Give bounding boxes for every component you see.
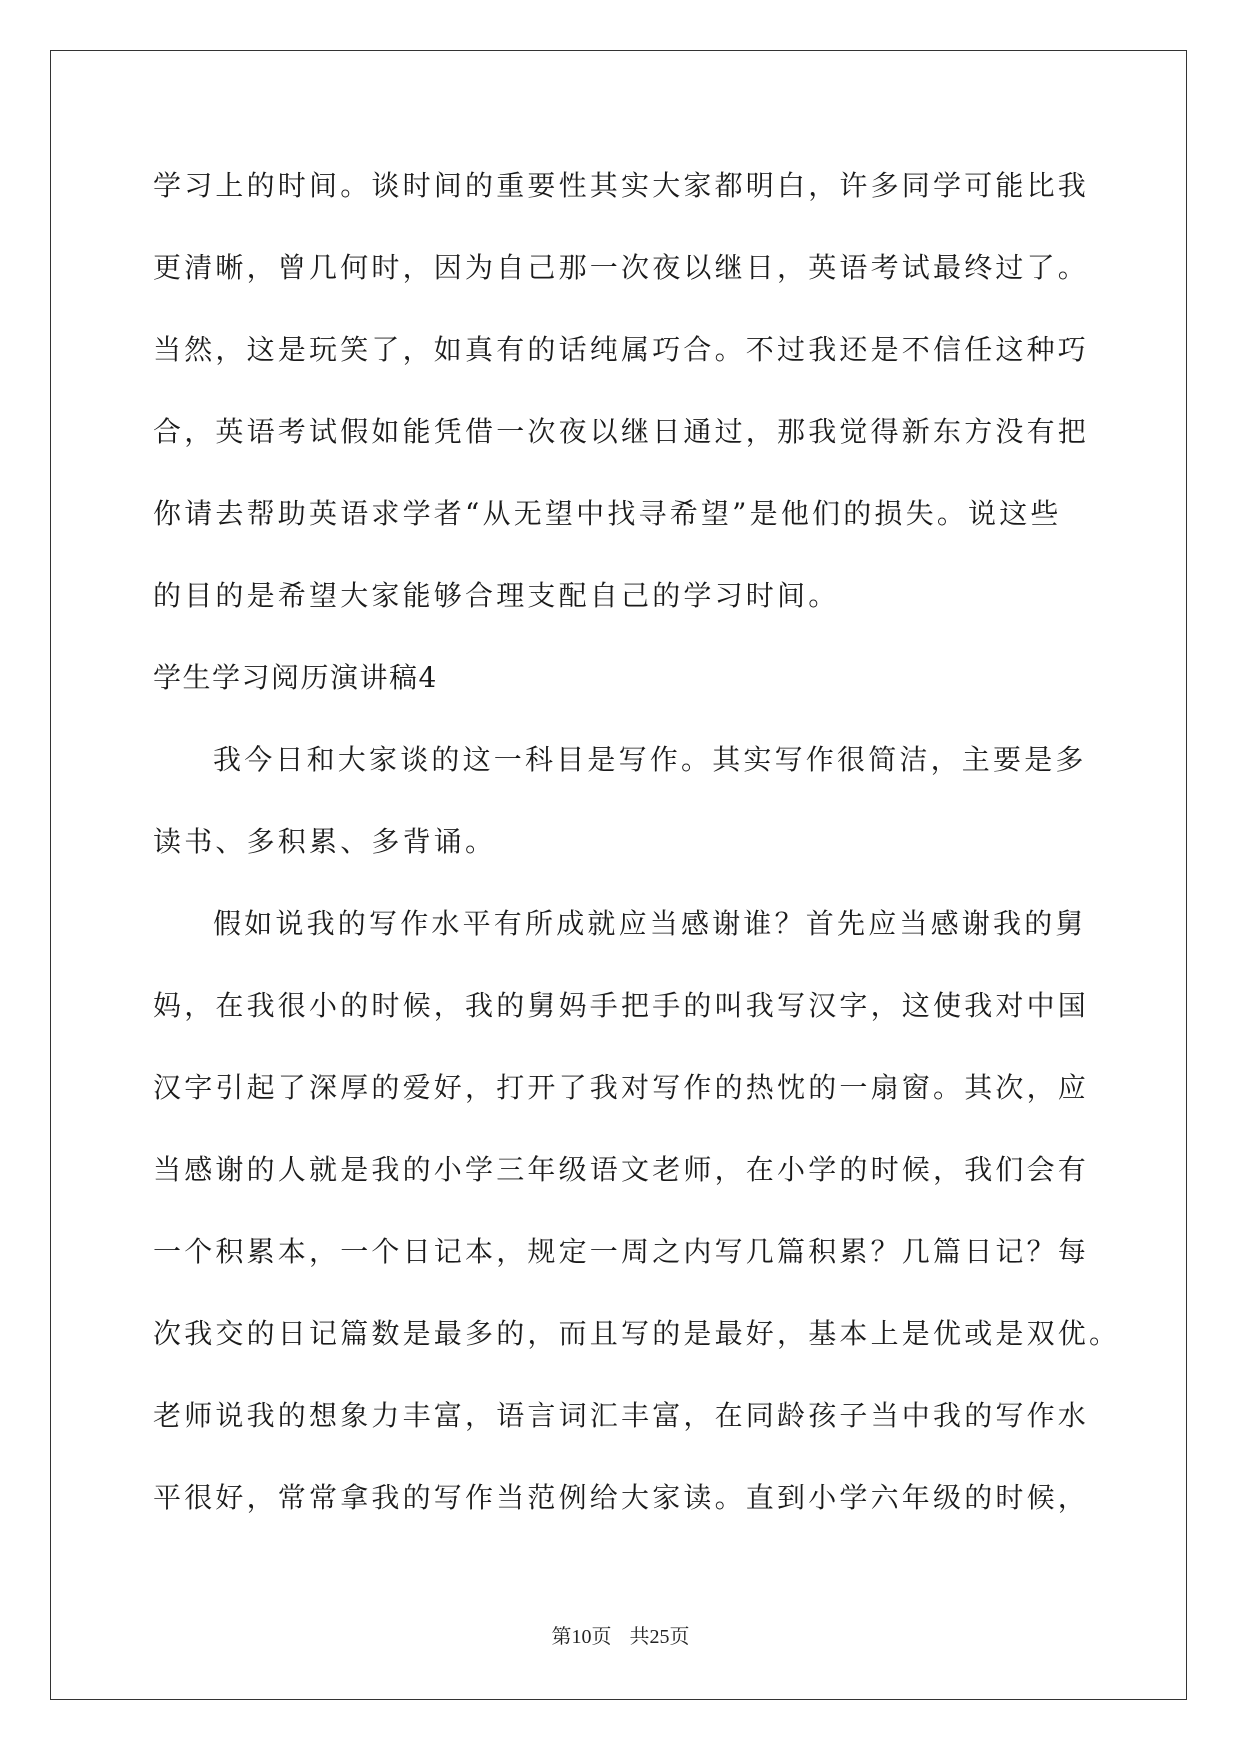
page-total: 共25页 (629, 1626, 690, 1648)
text-line: 更清晰，曾几何时，因为自己那一次夜以继日，英语考试最终过了。 (153, 251, 1090, 284)
text-line: 老师说我的想象力丰富，语言词汇丰富，在同龄孩子当中我的写作水 (153, 1399, 1090, 1432)
text-line: 一个积累本，一个日记本，规定一周之内写几篇积累？几篇日记？每 (153, 1235, 1090, 1268)
section-heading: 学生学习阅历演讲稿4 (153, 661, 438, 694)
text-line: 妈，在我很小的时候，我的舅妈手把手的叫我写汉字，这使我对中国 (153, 989, 1090, 1022)
text-line: 汉字引起了深厚的爱好，打开了我对写作的热忱的一扇窗。其次，应 (153, 1071, 1090, 1104)
text-line: 读书、多积累、多背诵。 (153, 825, 497, 858)
text-line: 我今日和大家谈的这一科目是写作。其实写作很简洁，主要是多 (213, 743, 1087, 776)
text-line: 当感谢的人就是我的小学三年级语文老师，在小学的时候，我们会有 (153, 1153, 1090, 1186)
text-line: 平很好，常常拿我的写作当范例给大家读。直到小学六年级的时候， (153, 1481, 1090, 1514)
text-line: 你请去帮助英语求学者“从无望中找寻希望”是他们的损失。说这些 (153, 497, 1062, 530)
page-number: 第10页 (551, 1626, 612, 1648)
text-line: 当然，这是玩笑了，如真有的话纯属巧合。不过我还是不信任这种巧 (153, 333, 1090, 366)
text-line: 学习上的时间。谈时间的重要性其实大家都明白，许多同学可能比我 (153, 169, 1090, 202)
text-line: 次我交的日记篇数是最多的，而且写的是最好，基本上是优或是双优。 (153, 1317, 1121, 1350)
text-line: 的目的是希望大家能够合理支配自己的学习时间。 (153, 579, 840, 612)
page-footer (0, 1620, 1241, 1649)
text-line: 合，英语考试假如能凭借一次夜以继日通过，那我觉得新东方没有把 (153, 415, 1090, 448)
text-line: 假如说我的写作水平有所成就应当感谢谁？首先应当感谢我的舅 (213, 907, 1087, 940)
document-body (153, 160, 1121, 1554)
